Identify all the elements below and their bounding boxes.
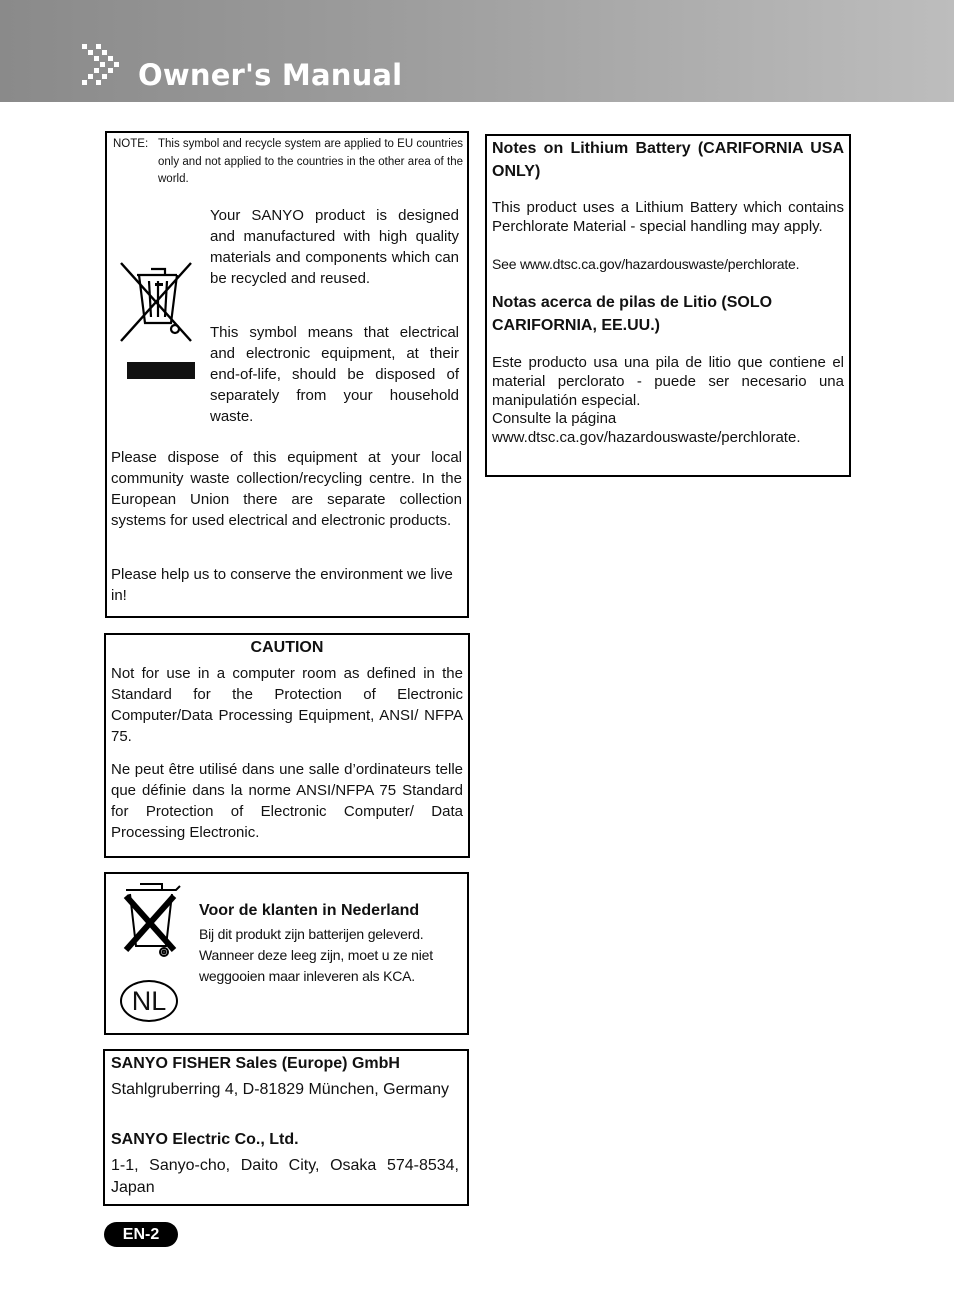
- page-number-badge: EN-2: [104, 1222, 178, 1247]
- note-text: This symbol and recycle system are applied to EU countries only and not applied to the countries in the other area of the world.: [158, 138, 463, 185]
- caution-box: [104, 633, 470, 858]
- lithium-url-es-1: Consulte la página: [492, 410, 617, 427]
- nl-badge: [120, 980, 178, 1022]
- page-title: Owner's Manual: [138, 58, 403, 92]
- note-label: NOTE:: [113, 138, 149, 150]
- weee-black-bar: [127, 362, 195, 379]
- nl-battery-box: [104, 872, 469, 1035]
- nl-text: Bij dit produkt zijn batterijen geleverd. Wanneer deze leeg zijn, moet u ze niet weggooien maar inleveren als KCA.: [199, 926, 433, 984]
- nl-badge-label: NL: [131, 986, 167, 1016]
- note-block: [113, 136, 463, 189]
- company-1: SANYO FISHER Sales (Europe) GmbH: [111, 1055, 400, 1072]
- caution-para-fr: Ne peut être utilisé dans une salle d’ordinateurs telle que définie dans la norme ANSI/NFPA 75 Standard for Protection of Electronic Computer/ Data Processing Electronic.: [111, 761, 463, 841]
- address-1: Stahlgruberring 4, D-81829 München, Germany: [111, 1081, 449, 1098]
- weee-para-3: Please dispose of this equipment at your local community waste collection/recycling centre. In the European Union there are separate collection systems for used electrical and electronic products.: [111, 449, 462, 529]
- lithium-title-es: Notas acerca de pilas de Litio (SOLO CARIFORNIA, EE.UU.): [492, 294, 773, 334]
- weee-para-1: Your SANYO product is designed and manufactured with high quality materials and components which can be recycled and reused.: [210, 207, 459, 287]
- company-2: SANYO Electric Co., Ltd.: [111, 1131, 299, 1148]
- address-2: 1-1, Sanyo-cho, Daito City, Osaka 574-8534, Japan: [111, 1157, 459, 1196]
- crossed-out-battery-bin-icon: [118, 880, 184, 960]
- caution-title: CAUTION: [250, 639, 324, 656]
- weee-para-4: Please help us to conserve the environment we live in!: [111, 566, 453, 604]
- weee-para-2: This symbol means that electrical and electronic equipment, at their end-of-life, should be disposed of separately from your household waste.: [210, 324, 459, 425]
- double-chevron-icon: [80, 42, 130, 90]
- nl-title: Voor de klanten in Nederland: [199, 902, 420, 919]
- weee-notice-box: [105, 131, 469, 618]
- lithium-url-es-2: www.dtsc.ca.gov/hazardouswaste/perchlorate.: [492, 429, 801, 446]
- lithium-text-en: This product uses a Lithium Battery which contains Perchlorate Material - special handling may apply.: [492, 199, 844, 235]
- address-box: [103, 1049, 469, 1206]
- caution-para-en: Not for use in a computer room as defined in the Standard for the Protection of Electronic Computer/Data Processing Equipment, ANSI/ NFPA 75.: [111, 665, 463, 745]
- crossed-out-wheelie-bin-icon: [119, 261, 199, 345]
- lithium-text-es: Este producto usa una pila de litio que contiene el material perclorato - puede ser necesario una manipulatión especial.: [492, 354, 844, 409]
- page-header: [0, 0, 954, 102]
- lithium-url-en: See www.dtsc.ca.gov/hazardouswaste/perchlorate.: [492, 256, 800, 272]
- lithium-title-en: Notes on Lithium Battery (CARIFORNIA USA ONLY): [492, 140, 844, 180]
- lithium-battery-box: [485, 134, 851, 477]
